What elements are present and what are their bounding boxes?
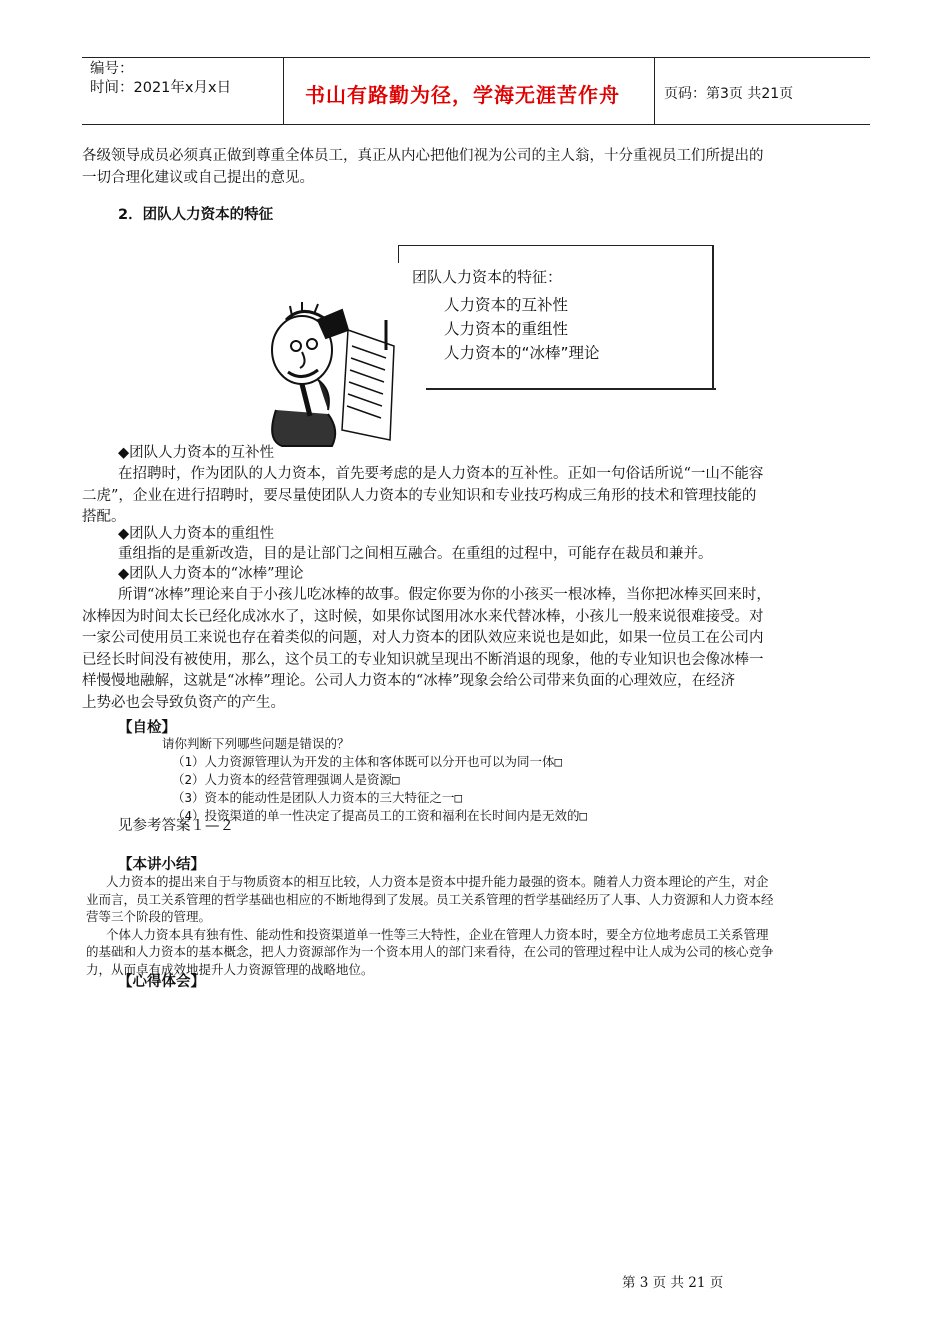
cartoon-man-reading-illustration — [262, 290, 402, 450]
header-number: 编号： — [90, 61, 134, 77]
self-check-title: 【自检】 — [118, 720, 176, 736]
reorganization-body: 重组指的是重新改造，目的是让部门之间相互融合。在重组的过程中，可能存在裁员和兼并。 — [118, 546, 713, 562]
popsicle-body: 所谓“冰棒”理论来自于小孩儿吃冰棒的故事。假定你要为你的小孩买一根冰棒，当你把冰棒买回来时， 冰棒因为时间太长已经化成冰水了，这时候，如果你试图用冰水来代替冰棒，小孩儿一般来说很难接受。对 一家公司使用员工来说也存在着类似的问题，对人力资本的团队效应来说也是如此，如果一位员工在公司内 已经长时间没有被使用，那么，这个员工的专业知识就呈现出不断消退的现象，他的专业知识也会像冰棒一 样慢慢地融解，这就是“冰棒”理论。公司人力资本的“冰棒”现象会给公司带来负面的心理效应，在经济 上势必也会导致负资产的产生。 — [82, 587, 771, 711]
header-meta — [90, 60, 231, 98]
page-footer: 第 3 页 共 21 页 — [622, 1275, 724, 1291]
header-divider-right — [654, 57, 655, 124]
complementarity-body: 在招聘时，作为团队的人力资本，首先要考虑的是人力资本的互补性。正如一句俗话所说“一山不能容 二虎”，企业在进行招聘时，要尽量使团队人力资本的专业知识和专业技巧构成三角形的技术和管理技能的 搭配。 — [82, 466, 764, 525]
features-box-item: 人力资本的重组性 — [444, 320, 569, 338]
header-top-rule — [82, 57, 870, 58]
self-check-item: （4）投资渠道的单一性决定了提高员工的工资和福利在长时间内是无效的□ — [172, 808, 588, 823]
header-divider-left — [283, 57, 284, 124]
features-box-title: 团队人力资本的特征： — [412, 268, 563, 286]
intro-paragraph — [82, 146, 764, 189]
self-check-list — [162, 735, 587, 825]
header-bottom-rule — [82, 124, 870, 125]
features-box-item: 人力资本的互补性 — [444, 296, 569, 314]
section-heading: 2．团队人力资本的特征 — [118, 207, 274, 223]
header-page-info: 页码：第3页 共21页 — [664, 86, 794, 102]
self-check-item: （3）资本的能动性是团队人力资本的三大特征之一□ — [172, 790, 463, 805]
self-check-item: （1）人力资源管理认为开发的主体和客体既可以分开也可以为同一体□ — [172, 754, 563, 769]
answer-reference: 见参考答案１—２ — [118, 818, 234, 834]
complementarity-heading: ◆团队人力资本的互补性 — [118, 445, 275, 461]
intro-line-1: 各级领导成员必须真正做到尊重全体员工，真正从内心把他们视为公司的主人翁，十分重视员工们所提出的 — [82, 148, 764, 164]
self-check-item: （2）人力资本的经营管理强调人是资源□ — [172, 772, 400, 787]
popsicle-heading: ◆团队人力资本的“冰棒”理论 — [118, 566, 304, 582]
summary-body: 人力资本的提出来自于与物质资本的相互比较，人力资本是资本中提升能力最强的资本。随着人力资本理论的产生，对企 业而言，员工关系管理的哲学基础也相应的不断地得到了发展。员工关系管理的哲学基础经历了人事、人力资源和人力资本经 营等三个阶段的管理。 个体人力资本具有独有性、能动性和投资渠道单一性等三大特性，企业在管理人力资本时，要全方位地考虑员工关系管理 的基础和人力资本的基本概念，把人力资源部作为一个资本用人的部门来看待，在公司的管理过程中让人成为公司的核心竞争 力，从而卓有成效地提升人力资源管理的战略地位。 — [86, 874, 774, 977]
reorganization-heading: ◆团队人力资本的重组性 — [118, 526, 275, 542]
header-motto: 书山有路勤为径，学海无涯苦作舟 — [305, 83, 620, 107]
intro-line-2: 一切合理化建议或自己提出的意见。 — [82, 169, 314, 186]
summary-title: 【本讲小结】 — [118, 857, 205, 873]
reflection-title: 【心得体会】 — [118, 974, 205, 990]
features-box-item: 人力资本的“冰棒”理论 — [444, 344, 600, 362]
self-check-question: 请你判断下列哪些问题是错误的？ — [162, 736, 350, 751]
header-time: 时间：2021年x月x日 — [90, 80, 232, 96]
